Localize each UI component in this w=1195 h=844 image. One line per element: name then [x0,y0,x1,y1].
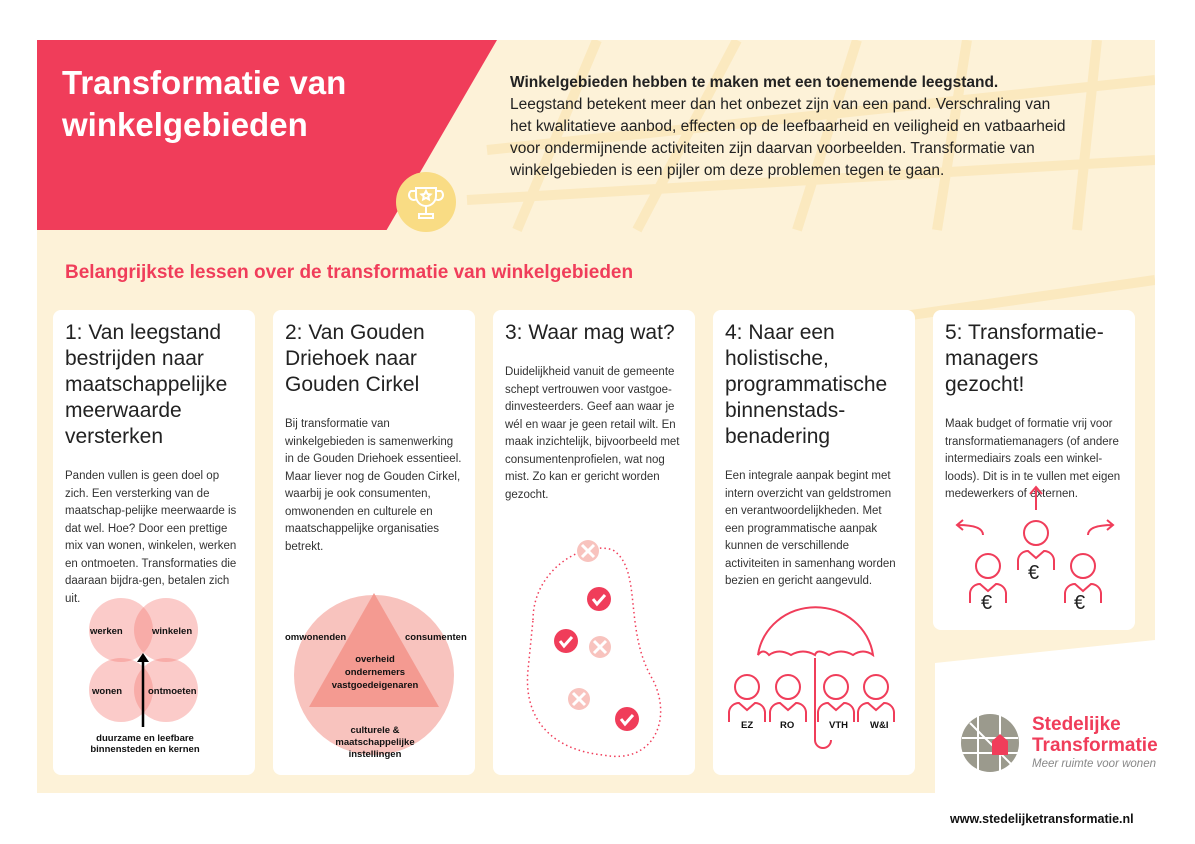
card-title: 2: Van Gouden Driehoek naar Gouden Cirkel [285,321,425,396]
card-text: Panden vullen is geen doel op zich. Een versterking van de maatschap-pelijke meerwaarde is dat wel. Hoe? Door een prettige mix van wonen, winkelen, werken en ontmoeten. Transformaties die daaraan bijdra-gen, betalen zich uit. [65,470,237,605]
triangle-label: overheid ondernemers vastgoedeigenaren [331,654,419,691]
venn-label-werken: werken [90,626,123,637]
circle-label-consumenten: consumenten [405,632,467,643]
check-icon [554,629,578,653]
card-text: Duidelijkheid vanuit de gemeente schept vertrouwen voor vastgoe-dinvesteerders. Geef aan waar je wél en waar je geen retail wilt. En maak inzichtelijk, bijvoorbeeld met consumentenprofielen, wat nog mist. Zo kan er gericht worden gezocht. [505,366,680,501]
card-text: Een integrale aanpak begint met intern overzicht van geldstromen en verantwoordelijkheden. Met een programmatische aanpak kunnen de verschillende activiteiten in samenhang worden bezien en gericht aangevuld. [725,470,896,587]
cross-icon [577,540,599,562]
intro-text [510,72,1070,182]
circle-label-omwonenden: omwonenden [285,632,347,643]
trophy-icon [396,172,456,232]
person-label: EZ [741,720,754,731]
card-text: Bij transformatie van winkelgebieden is samenwerking in de Gouden Driehoek essentieel. Maar liever nog de Gouden Cirkel, waarbij je ook consumenten, omwonenden en culturele en maatschappelijke organisaties betrekt. [285,418,462,553]
website-link[interactable]: www.stedelijketransformatie.nl [950,812,1134,826]
section-title: Belangrijkste lessen over de transformatie van winkelgebieden [65,262,634,283]
card-text: Maak budget of formatie vrij voor transformatiemanagers (of andere intermediairs zoals een winkel-loods). Dit is in te vullen met eigen medewerkers of externen. [945,418,1121,500]
check-icon [587,587,611,611]
check-icon [615,707,639,731]
intro-lead: Winkelgebieden hebben te maken met een toenemende leegstand. [510,74,999,91]
person-label: W&I [870,720,889,731]
cross-icon [568,688,590,710]
card-title: 3: Waar mag wat? [505,321,675,344]
venn-caption: duurzame en leefbare binnensteden en kernen [90,733,200,755]
euro-icon: € [1074,592,1086,614]
logo-mark [960,713,1020,773]
card-title: 1: Van leegstand bestrijden naar maatschappelijke meerwaarde versterken [65,321,228,448]
logo-tagline: Meer ruimte voor wonen [1032,758,1156,770]
person-label: VTH [829,720,848,731]
card-title: 4: Naar een holistische, programmatische binnenstads-benadering [725,321,888,448]
page-title: Transformatie van winkelgebieden [62,64,347,143]
card-title: 5: Transformatie-managers gezocht! [945,321,1104,396]
zoning-diagram [493,520,695,770]
venn-label-winkelen: winkelen [152,626,193,637]
venn-label-wonen: wonen [92,686,123,697]
venn-label-ontmoeten: ontmoeten [148,686,197,697]
circle-label-bottom: culturele & maatschappelijke instellingen [335,725,415,760]
intro-body: Leegstand betekent meer dan het onbezet zijn van een pand. Verschraling van het kwalitatieve aanbod, effecten op de leefbaarheid en veiligheid en vatbaarheid voor ondermijnende activiteiten zijn daarvan voorbeelden. Transformatie van winkelgebieden is een pijler om deze problemen tegen te gaan. [510,96,1066,179]
euro-icon: € [981,592,993,614]
logo-name: Stedelijke Transformatie [1032,714,1158,756]
managers-icon [933,480,1135,615]
person-label: RO [780,720,795,731]
cross-icon [589,636,611,658]
euro-icon: € [1028,562,1040,584]
